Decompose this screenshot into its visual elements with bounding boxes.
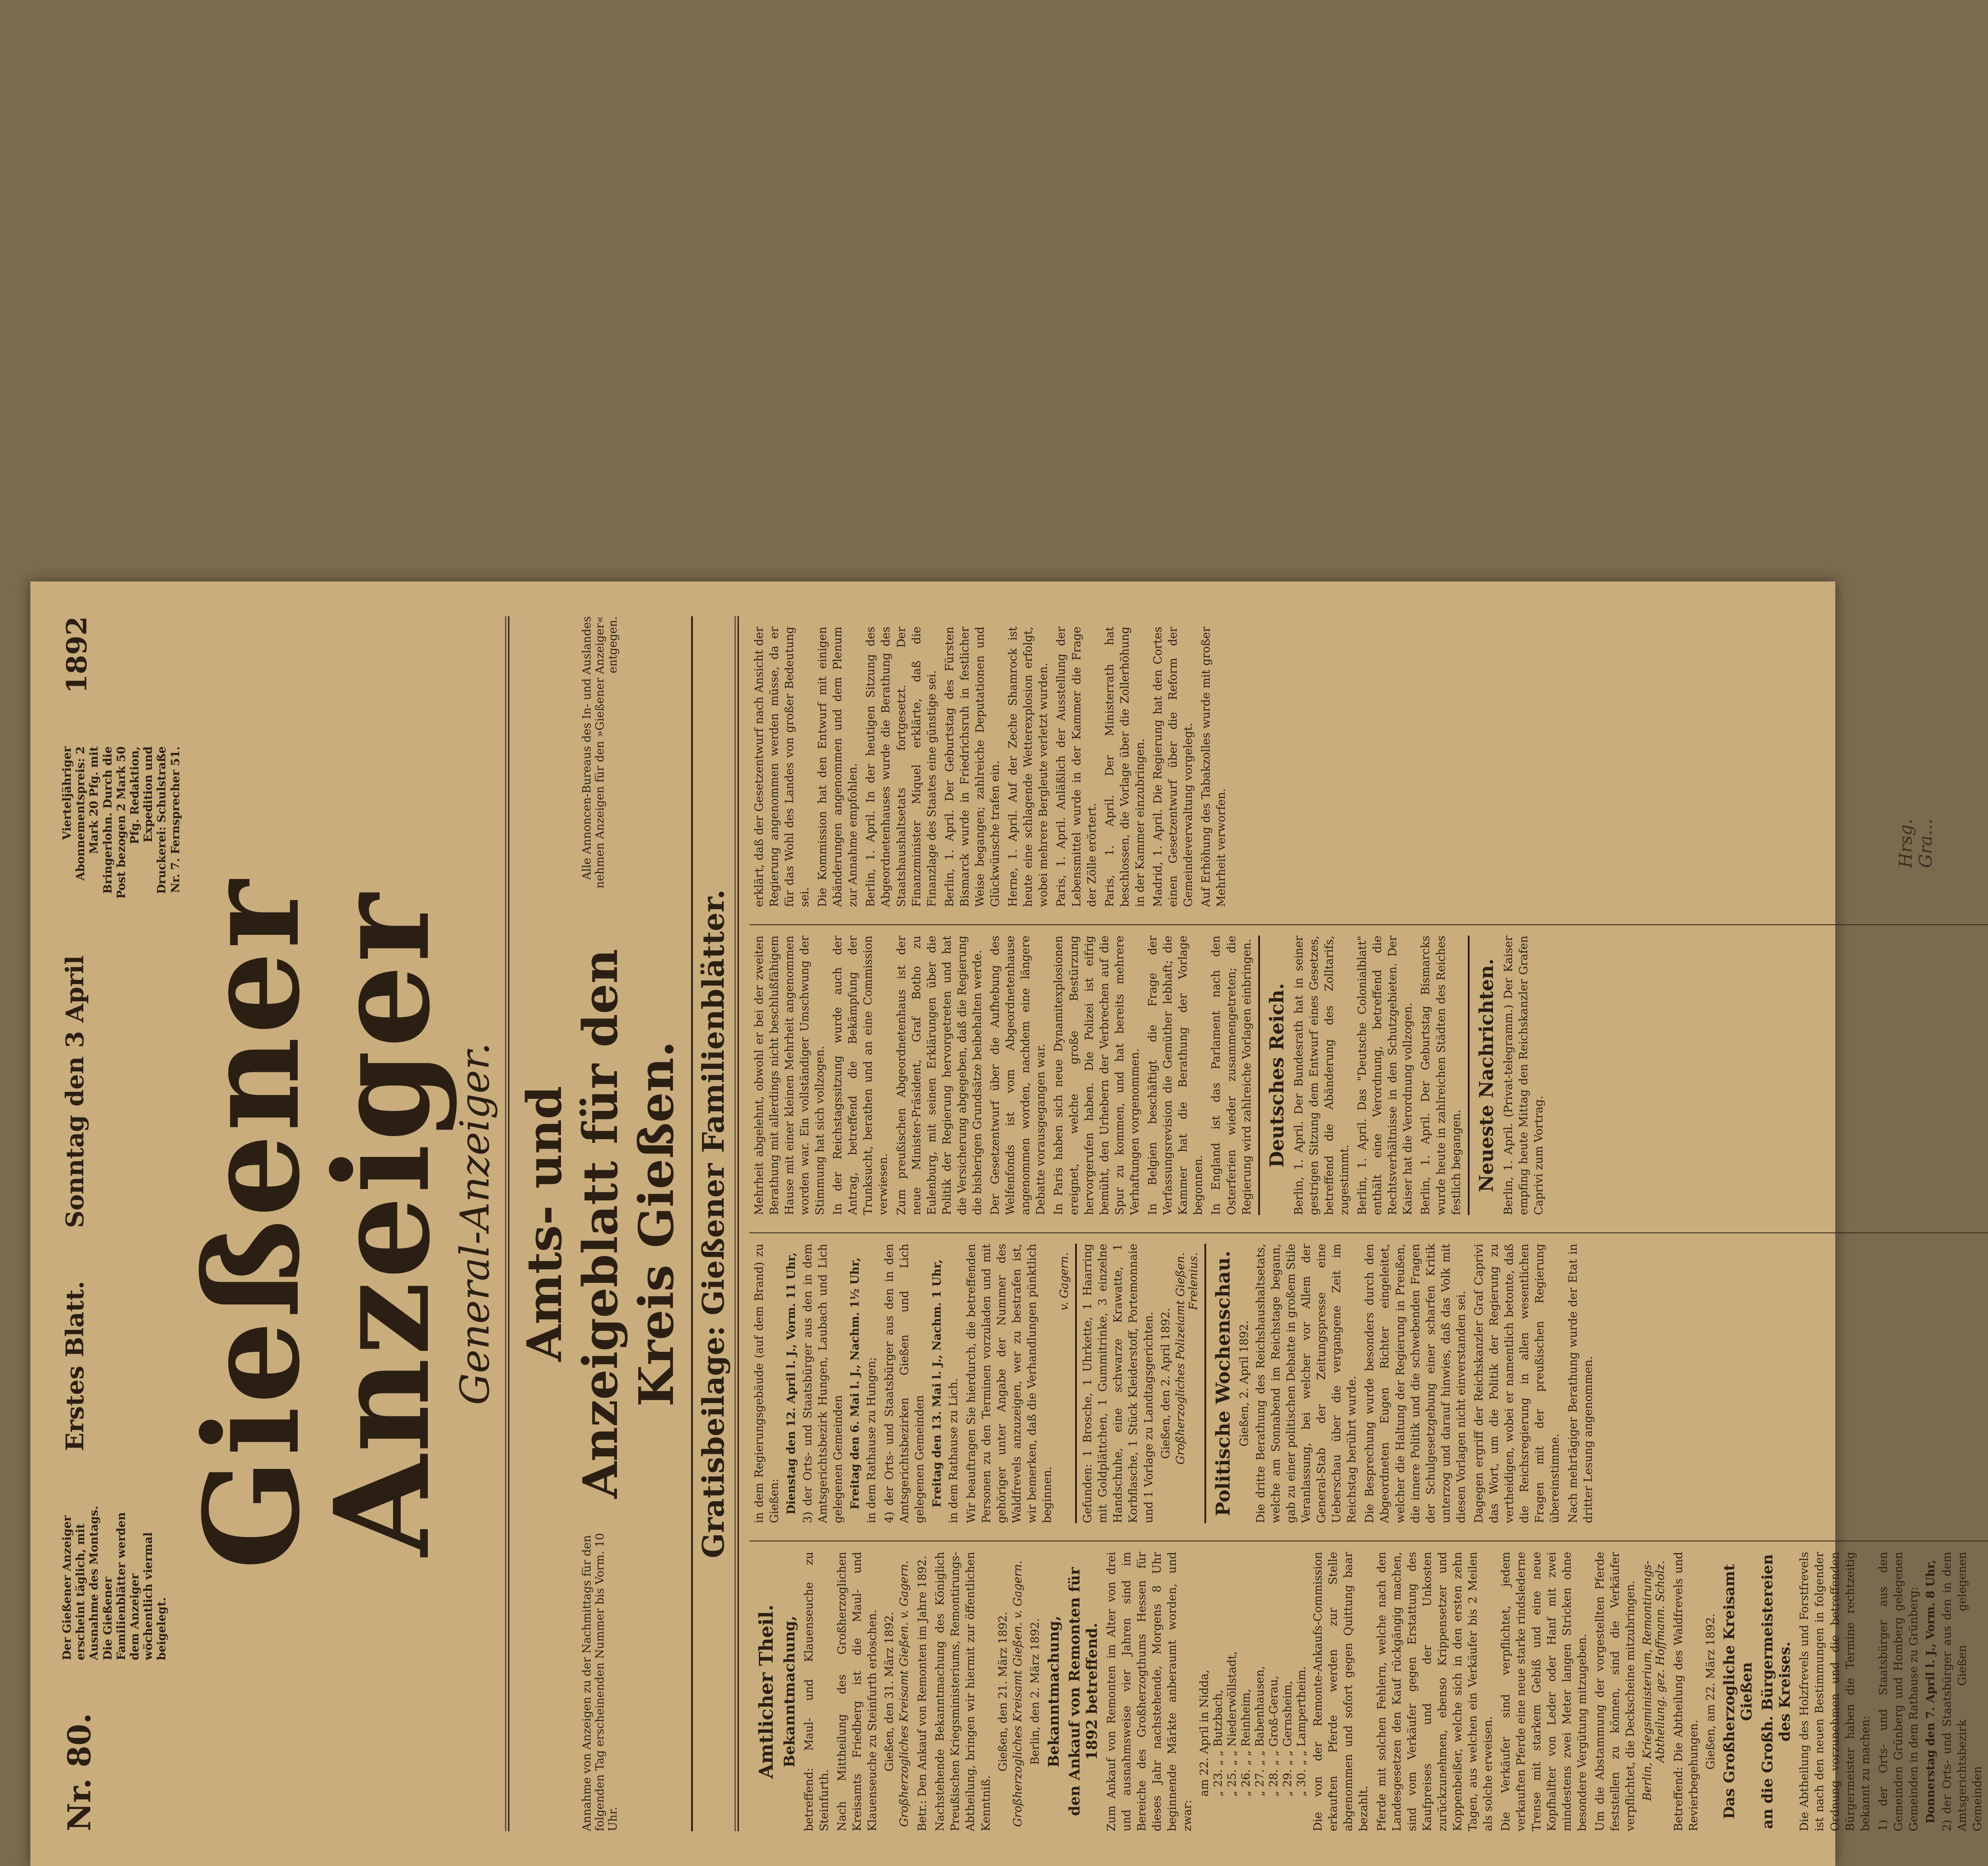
paragraph: in dem Rathause zu Lich. [947, 1378, 960, 1523]
paragraph: In Paris haben sich neue Dynamitexplosionen ereignet, welche große Bestürzung hervorgerufen haben. Die Polizei ist eifrig bemüht, den Urhebern der Verbrechen auf die Spur zu kommen, und hat bereits mehrere Verhaftungen vorgenommen. [1052, 936, 1142, 1215]
paragraph: Die dritte Berathung des Reichshaushaltsetats, welche am Sonnabend im Reichstage begann, gab zu einer politischen Debatte in großem Stile Veranlassung, bei welcher vor Allem der General-Stab der Zeitungspresse eine Ueberschau über die vergangene Zeit im Reichstag berührt wurde. [1254, 1244, 1359, 1523]
paragraph: in dem Regierungsgebäude (auf dem Brand) zu Gießen: [752, 1244, 781, 1523]
paragraph: Betr.: Den Ankauf von Remonten im Jahre 1892. [916, 1555, 929, 1831]
issue-date: Sonntag den 3 April [61, 955, 89, 1228]
paragraph: erklärt, daß der Gesetzentwurf nach Ansicht der Regierung angenommen werden müsse, da er für das Wohl des Landes von großer Bedeutung sei. [752, 627, 811, 907]
paragraph: Wir beauftragen Sie hierdurch, die betreffenden Personen zu den Terminen vorzuladen und mit gehöriger unter Angabe der Nummer des Waldfrevels anzuzeigen, wer zu bestrafen ist, wir bemerken, daß die Verhandlungen pünktlich beginnen. [964, 1244, 1054, 1523]
paragraph: 3) der Orts- und Staatsbürger aus den in dem Amtsgerichtsbezirk Hungen, Laubach und Lich gelegenen Gemeinden [801, 1244, 845, 1523]
edition-label: Erstes Blatt. [61, 1281, 89, 1451]
paragraph: Berlin, 1. April. Das "Deutsche Colonialblatt" enthält eine Verordnung, betreffend die Rechtsverhältnisse in den Schutzgebieten. Der Kaiser hat die Verordnung vollzogen. [1356, 936, 1415, 1215]
issue-year: 1892 [61, 616, 93, 694]
divider [1258, 936, 1260, 1215]
schedule-line: Freitag den 13. Mai l. J., Nachm. 1 Uhr, [930, 1259, 944, 1508]
column-2 [749, 1232, 1988, 1523]
column-4 [749, 616, 1988, 907]
masthead-left-note: Der Gießener Anzeiger erscheint täglich, mit Ausnahme des Montags. Die Gießener Familienblätter werden dem Anzeiger wöchentlich viermal beigelegt. [61, 1506, 169, 1660]
market-date: „ 26. „ „ Reinheim, [1240, 1689, 1253, 1797]
paragraph: Paris, 1. April. Der Ministerrath hat beschlossen, die Vorlage über die Zollerhöhung in der Kammer einzubringen. [1103, 627, 1147, 907]
paragraph: Der Gesetzentwurf über die Aufhebung des Welfenfonds ist vom Abgeordnetenhause angenommen worden, nachdem eine längere Debatte vorausgegangen war. [989, 936, 1048, 1215]
gratis-supplement: Gratisbeilage: Gießener Familienblätter. [696, 889, 731, 1558]
divider [1075, 1244, 1077, 1523]
newspaper-subtitle: General-Anzeiger. [451, 1042, 498, 1405]
paragraph: Zum Ankauf von Remonten im Alter von drei und ausnahmsweise vier Jahren sind im Bereiche des Großherzogthums Hessen für dieses Jahr nachstehende, Morgens 8 Uhr beginnende Märkte anberaumt worden, und zwar: [1105, 1552, 1194, 1831]
divider [1204, 1244, 1206, 1523]
paragraph: Herne, 1. April. Auf der Zeche Shamrock ist heute eine schlagende Wetterexplosion erfolgt, wobei mehrere Bergleute verletzt wurden. [1007, 627, 1050, 907]
paragraph: Die Verkäufer sind verpflichtet, jedem verkauften Pferde eine neue starke rindslederne Trense mit starkem Gebiß und eine neue Kopfhalfter von Leder oder Hanf mit zwei mindestens zwei Meter langen Stricken ohne besondere Vergütung mitzugeben. [1499, 1552, 1589, 1831]
schedule-line: Freitag den 6. Mai l. J., Nachm. 1½ Uhr, [849, 1257, 862, 1510]
paragraph: Zum preußischen Abgeordnetenhaus ist der neue Minister-Präsident, Graf Botho zu Eulenburg, mit seinen Erklärungen über die Politik der Regierung hervorgetreten und hat die Versicherung abgegeben, daß die Regierung die bisherigen Grundsätze beibehalten werde. [895, 936, 984, 1215]
band-left-note: Annahme von Anzeigen zu der Nachmittags für den folgenden Tag erscheinenden Nummer bis Vorm. 10 Uhr. [581, 1533, 620, 1831]
paragraph: Madrid, 1. April. Die Regierung hat den Cortes einen Gesetzentwurf über die Reform der Gemeindeverwaltung vorgelegt. [1151, 627, 1195, 907]
signature: Großherzogliches Polizeiamt Gießen. Frelenius. [1174, 1252, 1200, 1465]
notice-heading: Das Großherzogliche Kreisamt Gießen [1721, 1564, 1756, 1819]
paragraph: Die Kommission hat den Entwurf mit einigen Abänderungen angenommen und dem Plenum zur Annahme empfohlen. [816, 627, 860, 907]
band-right-note: Alle Annoncen-Bureaus des In- und Auslandes nehmen Anzeigen für den »Gießener Anzeiger« entgegen. [581, 616, 620, 889]
paragraph: Nach Mittheilung des Großherzoglichen Kreisamts Friedberg ist die Maul- und Klauenseuche zu Steinfurth erloschen. [835, 1552, 879, 1831]
dateline: Gießen, den 31. März 1892. [883, 1611, 896, 1772]
market-date: „ 30. „ „ Lampertheim. [1295, 1666, 1309, 1797]
paragraph: 2) der Orts- und Staatsbürger aus den in dem Amtsgerichtsbezirk Gießen gelegenen Gemeinden [1941, 1552, 1985, 1831]
schedule-line: Dienstag den 12. April l. J., Vorm. 11 Uhr, [784, 1252, 798, 1514]
paragraph: Die Besprechung wurde besonders durch den Abgeordneten Eugen Richter eingeleitet, welcher die Haltung der Regierung in Preußen, die innere Politik und die schwebenden Fragen der Schulgesetzgebung einer scharfen Kritik unterzog und darauf hinwies, daß das Volk mit diesen Vorlagen nicht einverstanden sei. [1363, 1244, 1468, 1523]
paragraph: Berlin, 1. April. Der Bundesrath hat in seiner gestrigen Sitzung dem Entwurf eines Gesetzes, betreffend die Abänderung des Zolltarifs, zugestimmt. [1292, 936, 1351, 1215]
divider [1468, 936, 1470, 1215]
column-1 [749, 1541, 1988, 1831]
notice-subheading: den Ankauf von Remonten für 1892 betreffend. [1066, 1567, 1101, 1816]
notice-heading: Bekanntmachung, [781, 1616, 798, 1767]
paragraph: Die von der Remonte-Ankaufs-Commission erkauften Pferde werden zur Stelle abgenommen und sofort gegen Quittung baar bezahlt. [1312, 1552, 1371, 1831]
schedule-line: Donnerstag den 7. April l. J., Vorm. 8 Uhr, [1924, 1560, 1938, 1823]
paragraph: Gefunden: 1 Brosche, 1 Uhrkette, 1 Haarring mit Goldplättchen, 1 Gummitrinke, 3 einzelne Handschuhe, eine schwarze Krawatte, 1 Korbflasche, 1 Stück Kleiderstoff, Portemonnaie und 1 Vorlage zu Landtagsgerichten. [1081, 1244, 1155, 1523]
section-heading: Politische Wochenschau. [1212, 1251, 1234, 1516]
paragraph: Auf Erhöhung des Tabakzolles wurde mit großer Mehrheit verworfen. [1200, 627, 1228, 907]
dateline: Berlin, den 2. März 1892. [1028, 1618, 1042, 1765]
market-date: „ 25. „ „ Niederwöllstadt, [1226, 1651, 1239, 1797]
paragraph: Dagegen ergriff der Reichskanzler Graf Caprivi das Wort, um die Politik der Regierung zu vertheidigen, wobei er namentlich betonte, daß die Reichsregierung in allen wesentlichen Fragen mit der preußischen Regierung übereinstimme. [1472, 1244, 1562, 1523]
signature: Großherzogliches Kreisamt Gießen. v. Gagern. [1011, 1560, 1024, 1827]
dateline: Gießen, den 21. März 1892. [996, 1611, 1010, 1772]
paragraph: Nach mehrtägiger Berathung wurde der Etat in dritter Lesung angenommen. [1566, 1244, 1595, 1523]
masthead-rule [505, 616, 509, 1831]
paragraph: In Belgien beschäftigt die Frage der Verfassungsrevision die Gemüther lebhaft; die Kammer hat die Berathung der Vorlage begonnen. [1146, 936, 1205, 1215]
masthead-top [61, 616, 183, 1831]
section-heading: Amtlicher Theil. [755, 1604, 777, 1779]
paragraph: betreffend: Maul- und Klauenseuche zu Steinfurth. [802, 1552, 831, 1831]
paragraph: Pferde mit solchen Fehlern, welche nach den Landesgesetzen den Kauf rückgängig machen, sind vom Verkäufer gegen Erstattung des Kaufpreises und der Unkosten zurückzunehmen, ebenso Krippensetzer und Koppenbeißer, welche sich in den ersten zehn Tagen, aus welchen ein Verkäufer bis 2 Meilen als solche erweisen. [1375, 1552, 1495, 1831]
masthead-right-note: Vierteljähriger Abonnementspreis: 2 Mark 20 Pfg. mit Bringerlohn. Durch die Post bezogen 2 Mark 50 Pfg. Redaktion, Expedition und Druckerei: Schulstraße Nr. 7. Fernsprecher 51. [61, 746, 182, 899]
paragraph: Paris, 1. April. Anläßlich der Ausstellung der Lebensmittel wurde in der Kammer die Frage der Zölle erörtert. [1055, 627, 1099, 907]
signature: Großherzogliches Kreisamt Gießen. v. Gagern. [898, 1560, 911, 1827]
dateline: Gießen, 2. April 1892. [1237, 1320, 1251, 1447]
section-heading: Neueste Nachrichten. [1475, 958, 1498, 1193]
band-title: Amts- und Anzeigeblatt für den Kreis Gießen. [516, 949, 684, 1499]
band-rule [691, 616, 693, 1831]
paragraph: Um die Abstammung der vorgestellten Pferde feststellen zu können, sind die Verkäufer verpflichtet, die Deckscheine mitzubringen. [1593, 1552, 1637, 1831]
market-date: am 22. April in Nidda, [1198, 1669, 1211, 1797]
column-3 [749, 924, 1988, 1215]
notice-subheading: an die Großh. Bürgermeistereien des Kreises. [1759, 1554, 1794, 1829]
market-date: „ 23. „ „ Butzbach, [1212, 1689, 1225, 1797]
market-date-list [1198, 1552, 1308, 1831]
paragraph: 1) der Orts- und Staatsbürger aus den Gemeinden Grünberg und Homberg gelegenen Gemeinden in dem Rathause zu Grünberg: [1876, 1552, 1920, 1831]
market-date: „ 27. „ „ Babenhausen, [1253, 1666, 1267, 1797]
gratis-rule [735, 616, 739, 1831]
dateline: Gießen, am 22. März 1892. [1704, 1613, 1718, 1770]
paragraph: Berlin, 1. April. (Privat-telegramm.) Der Kaiser empfing heute Mittag den Reichskanzler Grafen Caprivi zum Vortrag. [1502, 936, 1545, 1215]
section-heading: Deutsches Reich. [1266, 983, 1288, 1168]
paragraph: Berlin, 1. April. In der heutigen Sitzung des Abgeordnetenhauses wurde die Berathung des Staatshaushaltsetats fortgesetzt. Der Finanzminister Miquel erklärte, daß die Finanzlage des Staates eine günstige sei. [864, 627, 938, 907]
masthead-band [513, 616, 688, 1831]
market-date: „ 28. „ „ Groß-Gerau, [1267, 1675, 1281, 1797]
dateline: Gießen, den 2. April 1892. [1159, 1308, 1172, 1459]
paragraph: Die Abtheilung des Holzfrevels und Forstfrevels ist nach den neuen Bestimmungen in folgender Ordnung vorzunehmen und die betreffenden Bürgermeister haben die Termine rechtzeitig bekannt zu machen: [1798, 1552, 1872, 1831]
paragraph: 4) der Orts- und Staatsbürger aus den in den Amtsgerichtsbezirken Gießen und Lich gelegenen Gemeinden [883, 1244, 927, 1523]
paragraph: In der Reichstagssitzung wurde auch der Antrag, betreffend die Bekämpfung der Trunksucht, berathen und an eine Commission verwiesen. [831, 936, 890, 1215]
signature: v. Gagern. [1058, 1252, 1071, 1311]
paragraph: in dem Rathause zu Hungen; [865, 1357, 879, 1523]
signature: Berlin, Kriegsministerium, Remontirungs-Abtheilung. gez. Hoffmann. Scholz. [1641, 1560, 1667, 1801]
paragraph: Berlin, 1. April. Der Geburtstag des Fürsten Bismarck wurde in Friedrichsruh in festlicher Weise begangen; zahlreiche Deputationen und Glückwünsche trafen ein. [943, 627, 1002, 907]
paragraph: Betreffend: Die Abtheilung des Waldfrevels und Revierbegehungen. [1672, 1552, 1701, 1831]
notice-heading: Bekanntmachung, [1045, 1616, 1063, 1767]
paragraph: Berlin, 1. April. Der Geburtstag Bismarcks wurde heute in zahlreichen Städten des Reiches festlich begangen. [1419, 936, 1463, 1215]
paragraph: Nachstehende Bekanntmachung des Königlich Preußischen Kriegsministeriums, Remontirungs-Abtheilung, bringen wir hiermit zur öffentlichen Kenntniß. [934, 1552, 993, 1831]
paragraph: Mehrheit abgelehnt, obwohl er bei der zweiten Berathung mit allerdings nicht beschlußfähigem Hause mit einer kleinen Mehrheit angenommen worden war. Ein vollständiger Umschwung der Stimmung hat sich vollzogen. [752, 936, 827, 1215]
newspaper-title: Gießener Anzeiger [175, 877, 459, 1570]
issue-number: Nr. 80. [61, 1713, 98, 1831]
paragraph: In England ist das Parlament nach den Osterferien wieder zusammengetreten; die Regierung wird zahlreiche Vorlagen einbringen. [1210, 936, 1253, 1215]
handwritten-margin-note: Hrsg. Gra... [1896, 818, 1936, 868]
market-date: „ 29. „ „ Gernsheim, [1281, 1681, 1295, 1797]
